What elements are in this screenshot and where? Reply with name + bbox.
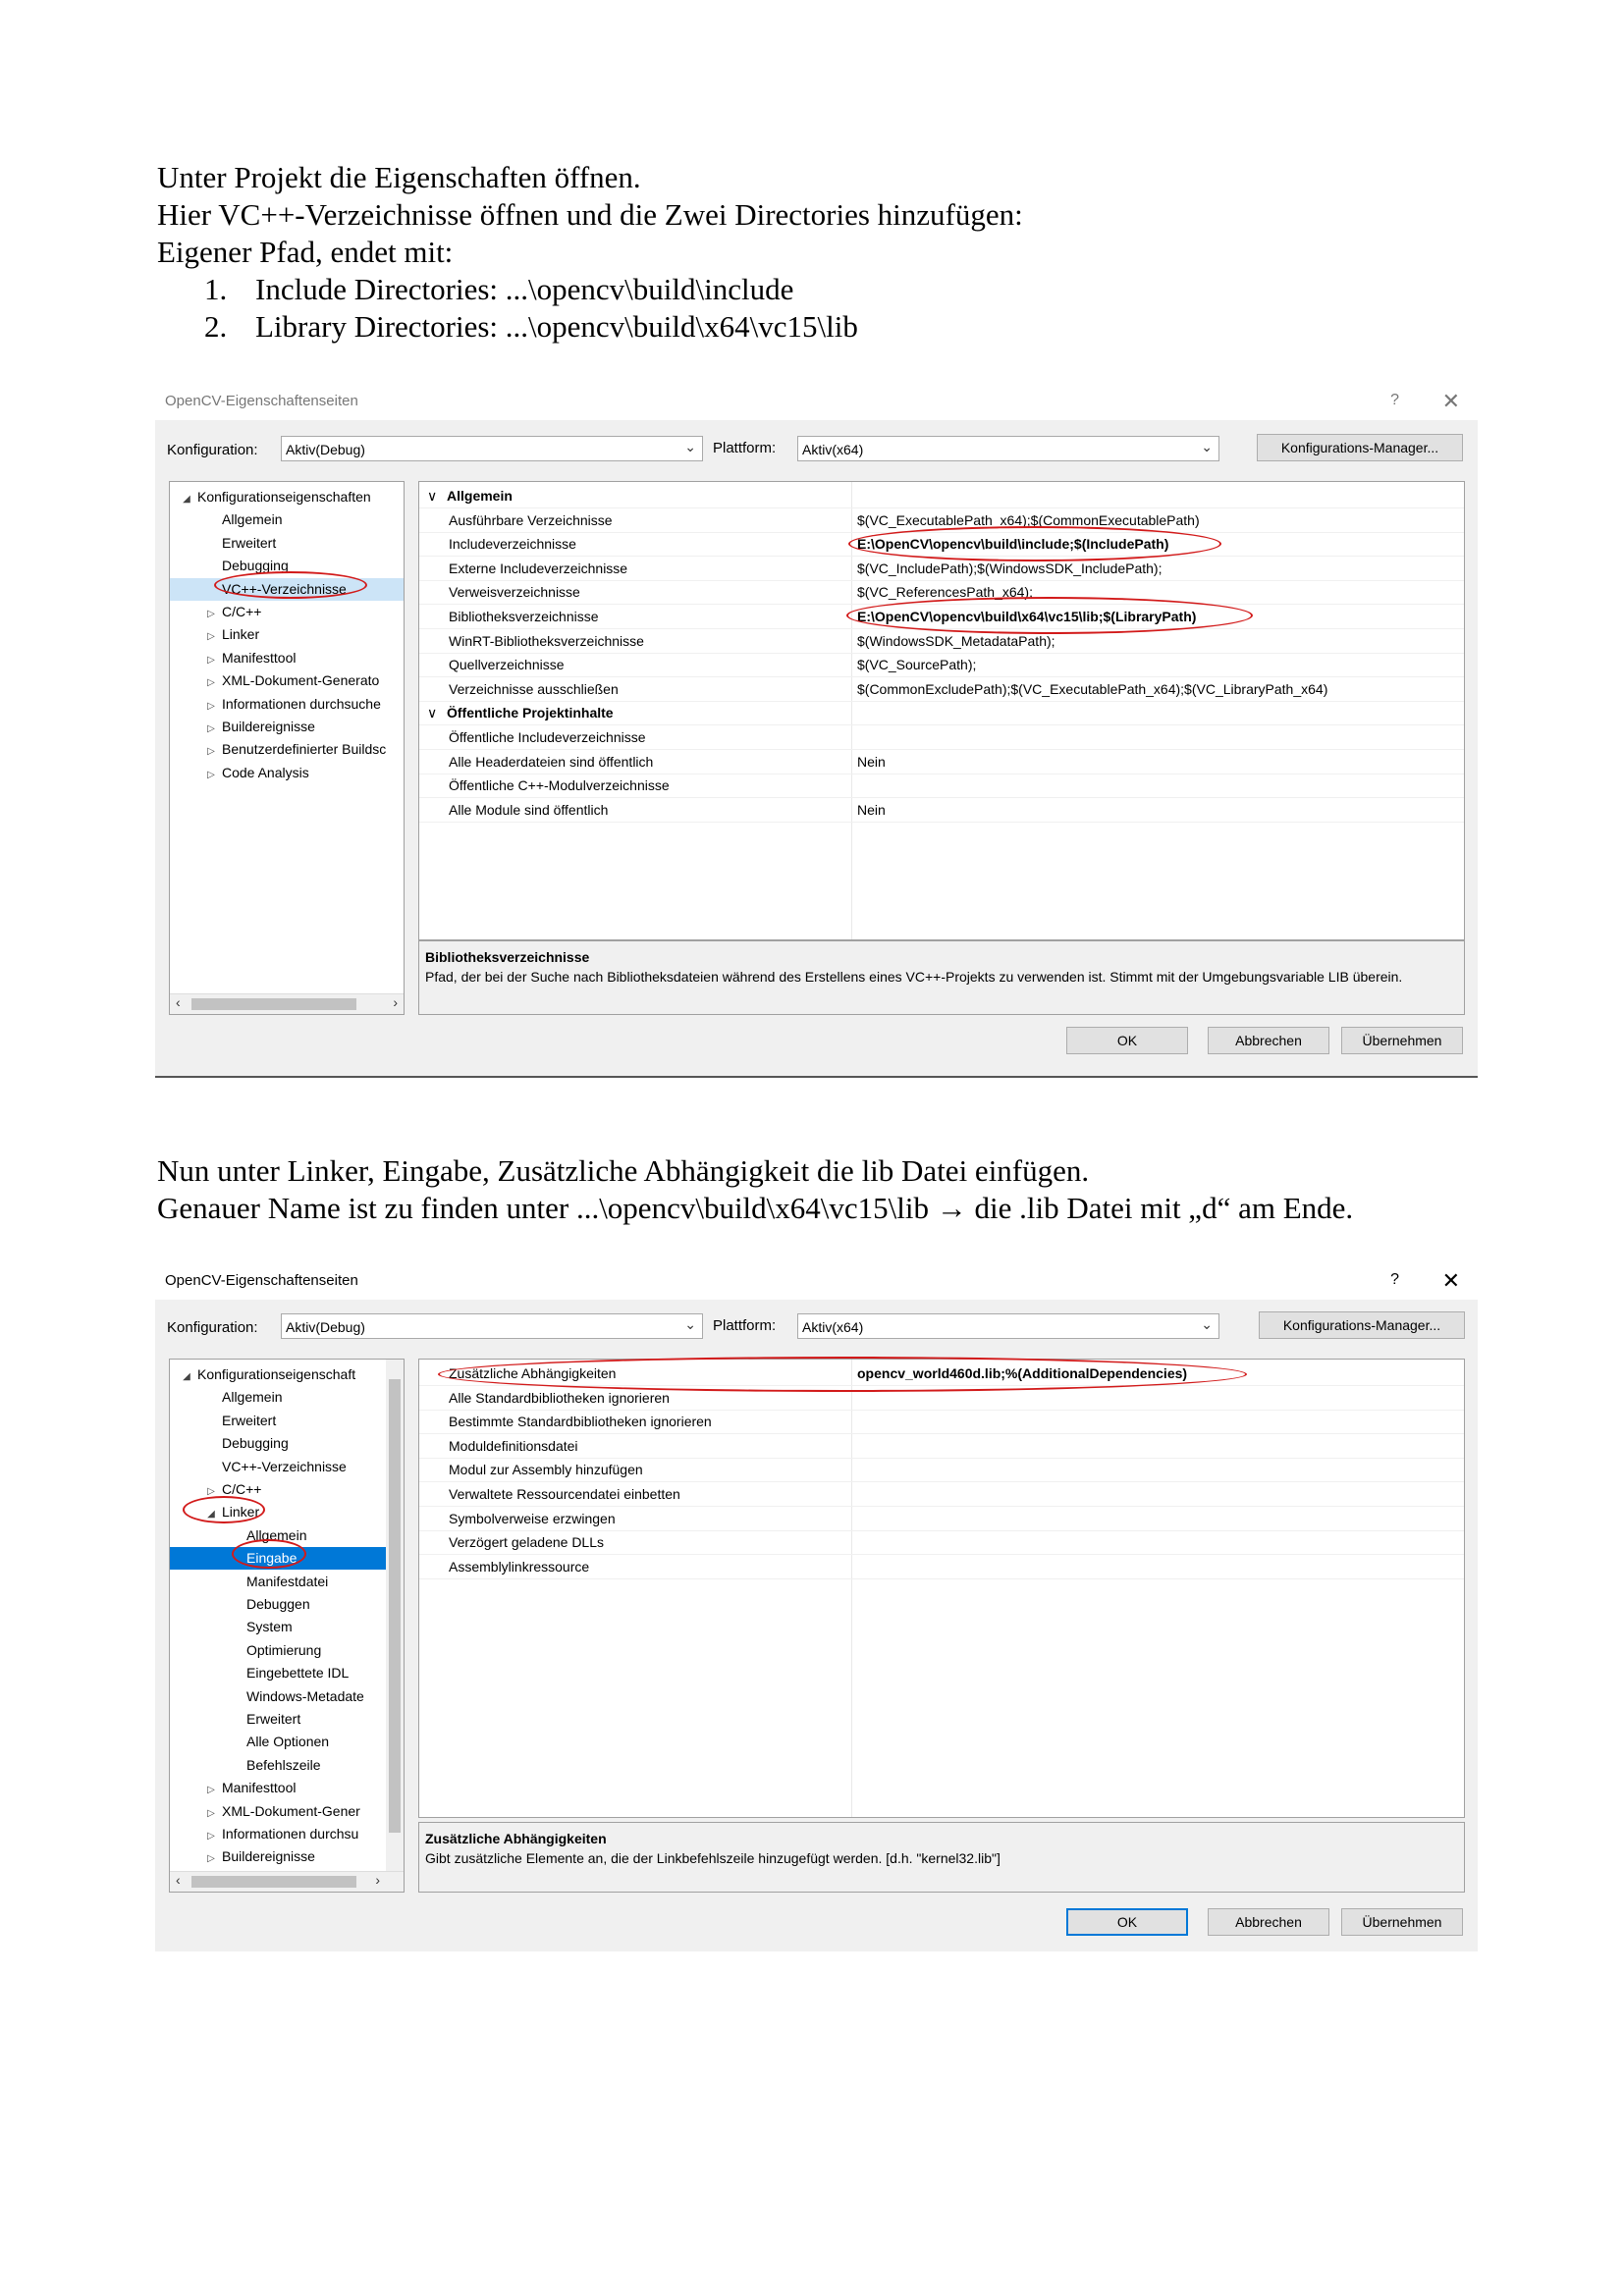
tree-item-c-c[interactable] [200, 601, 261, 623]
expand-icon[interactable]: ▷ [207, 1807, 215, 1819]
instruction-line: Genauer Name ist zu finden unter ...\opencv\build\x64\vc15\lib → die .lib Datei mit „d“ am Ende. [157, 1191, 1354, 1225]
highlight-mark [232, 1539, 306, 1569]
property-value[interactable]: $(CommonExcludePath);$(VC_ExecutablePath_x64);$(VC_LibraryPath_x64) [857, 680, 1328, 697]
property-pages-dialog-linker [155, 1262, 1478, 1951]
property-category[interactable] [419, 484, 1464, 508]
property-pages-dialog-vc-dirs [155, 383, 1478, 1076]
property-name: Öffentliche Includeverzeichnisse [449, 729, 646, 745]
category-label [427, 701, 614, 724]
tree-item-label: Allgemein [222, 1389, 283, 1406]
property-row[interactable] [419, 1482, 1464, 1507]
tree-item-label: Konfigurationseigenschaften [197, 489, 371, 505]
tree-item-vc-verzeichnisse[interactable] [200, 1456, 347, 1478]
property-row[interactable] [419, 1507, 1464, 1531]
category-tree[interactable] [169, 1359, 405, 1893]
config-label: Konfiguration: [167, 1319, 258, 1336]
tree-item-system[interactable] [225, 1616, 293, 1638]
platform-select[interactable]: Aktiv(x64) ⌄ [797, 436, 1219, 461]
chevron-down-icon: ⌄ [684, 439, 696, 454]
property-row[interactable] [419, 1555, 1464, 1579]
property-value[interactable]: E:\OpenCV\opencv\build\include;$(IncludePath) [857, 536, 1169, 553]
expand-icon[interactable]: ▷ [207, 746, 215, 758]
cancel-button[interactable]: Abbrechen [1208, 1027, 1329, 1054]
collapse-icon[interactable]: ◢ [183, 1371, 190, 1382]
help-icon[interactable]: ? [1390, 1271, 1399, 1288]
tree-item-label: Linker [222, 626, 260, 643]
highlight-mark [438, 1357, 1247, 1392]
chevron-down-icon[interactable]: ∨ [427, 705, 438, 721]
help-icon[interactable]: ? [1390, 392, 1399, 408]
horizontal-scrollbar[interactable] [170, 1871, 404, 1892]
property-name: Quellverzeichnisse [449, 657, 565, 673]
description-title: Zusätzliche Abhängigkeiten [425, 1831, 607, 1846]
chevron-down-icon: ⌄ [1201, 1316, 1213, 1332]
property-name: Zusätzliche Abhängigkeiten [449, 1365, 617, 1381]
tree-item-label: Debuggen [246, 1596, 310, 1612]
tree-item-label: Eingebettete IDL [246, 1665, 350, 1682]
platform-label: Plattform: [713, 440, 777, 456]
tree-item-manifesttool[interactable] [200, 647, 296, 669]
tree-item-label: Buildereignisse [222, 1848, 315, 1865]
tree-item-label: Erweitert [222, 1412, 277, 1428]
config-select[interactable]: Aktiv(Debug) ⌄ [281, 436, 703, 461]
tree-item-label: Manifesttool [222, 1780, 297, 1796]
tree-item-label: Erweitert [222, 534, 277, 551]
tree-item-label: Debugging [222, 1435, 289, 1452]
tree-item-label: Eingabe [246, 1550, 298, 1567]
dialog-title: OpenCV-Eigenschaftenseiten [165, 393, 358, 409]
tree-item-label: Befehlszeile [246, 1756, 321, 1773]
property-value[interactable]: $(VC_ExecutablePath_x64);$(CommonExecutablePath) [857, 511, 1200, 528]
property-name: Symbolverweise erzwingen [449, 1510, 616, 1526]
expand-icon[interactable]: ▷ [207, 1486, 215, 1497]
property-row[interactable] [419, 629, 1464, 654]
tree-item-label: Optimierung [246, 1641, 322, 1658]
tree-item-label: Alle Optionen [246, 1734, 330, 1750]
expand-icon[interactable]: ▷ [207, 631, 215, 643]
tree-item-erweitert[interactable] [200, 532, 276, 555]
tree-item-manifesttool[interactable] [200, 1777, 296, 1799]
description-panel [418, 940, 1465, 1015]
expand-icon[interactable]: ▷ [207, 700, 215, 712]
description-text: Pfad, der bei der Suche nach Bibliotheksdateien während des Erstellens eines VC++-Projekts zu verwenden ist. Stimmt mit der Umgebungsvariable LIB überein. [425, 969, 1403, 985]
property-name: Moduldefinitionsdatei [449, 1437, 578, 1454]
ok-button[interactable]: OK [1066, 1908, 1188, 1936]
instruction-line: Unter Projekt die Eigenschaften öffnen. [157, 160, 641, 194]
close-icon[interactable]: ✕ [1441, 1268, 1460, 1293]
tree-item-label: Windows-Metadate [246, 1687, 364, 1704]
category-tree[interactable] [169, 481, 405, 1015]
property-value[interactable]: $(WindowsSDK_MetadataPath); [857, 632, 1055, 649]
expand-icon[interactable]: ▷ [207, 1831, 215, 1842]
close-icon[interactable]: ✕ [1441, 389, 1460, 413]
directory-list [157, 271, 1023, 346]
apply-button[interactable]: Übernehmen [1341, 1908, 1463, 1936]
expand-icon[interactable]: ▷ [207, 723, 215, 734]
chevron-down-icon: ⌄ [1201, 439, 1213, 454]
cancel-button[interactable]: Abbrechen [1208, 1908, 1329, 1936]
ok-button[interactable]: OK [1066, 1027, 1188, 1054]
category-label [427, 484, 513, 507]
tree-item-debugging[interactable] [200, 1432, 289, 1455]
tree-item-label: Informationen durchsu [222, 1826, 359, 1842]
property-name: Bestimmte Standardbibliotheken ignorieren [449, 1414, 712, 1430]
tree-item-label: C/C++ [222, 604, 262, 619]
tree-item-label: Manifestdatei [246, 1573, 329, 1589]
tree-item-befehlszeile[interactable] [225, 1754, 321, 1777]
expand-icon[interactable]: ▷ [207, 677, 215, 689]
tree-item-informationen-durchsuche[interactable] [200, 693, 381, 716]
category-text: Öffentliche Projektinhalte [447, 705, 614, 721]
expand-icon[interactable]: ▷ [207, 1785, 215, 1796]
tree-item-buildereignisse[interactable] [200, 716, 315, 738]
tree-item-label: XML-Dokument-Generato [222, 672, 380, 689]
property-name: Öffentliche C++-Modulverzeichnisse [449, 777, 670, 794]
collapse-icon[interactable]: ◢ [207, 1509, 215, 1521]
tree-item-windows-metadate[interactable] [225, 1685, 364, 1708]
tree-item-label: Allgemein [246, 1526, 307, 1543]
config-select[interactable]: Aktiv(Debug) ⌄ [281, 1313, 703, 1339]
property-row[interactable] [419, 1410, 1464, 1434]
scroll-left-icon[interactable]: ‹ [176, 994, 181, 1010]
dialog-title: OpenCV-Eigenschaftenseiten [165, 1272, 358, 1289]
highlight-mark [848, 526, 1221, 561]
property-row[interactable] [419, 798, 1464, 823]
property-value[interactable]: opencv_world460d.lib;%(AdditionalDependencies) [857, 1365, 1188, 1381]
horizontal-scrollbar[interactable] [170, 993, 404, 1014]
chevron-down-icon: ⌄ [684, 1316, 696, 1332]
tree-item-buildereignisse[interactable] [200, 1845, 315, 1868]
property-name: Alle Standardbibliotheken ignorieren [449, 1389, 670, 1406]
tree-item-debuggen[interactable] [225, 1593, 310, 1616]
dialog-titlebar [155, 383, 1478, 420]
expand-icon[interactable]: ▷ [207, 769, 215, 780]
property-row[interactable] [419, 750, 1464, 774]
tree-item-linker[interactable] [200, 623, 259, 646]
property-name: Includeverzeichnisse [449, 536, 576, 553]
property-row[interactable] [419, 1530, 1464, 1555]
property-name: Verwaltete Ressourcendatei einbetten [449, 1486, 680, 1502]
tree-item-label: Allgemein [222, 511, 283, 528]
property-row[interactable] [419, 1434, 1464, 1459]
scroll-right-icon[interactable]: › [375, 1872, 380, 1888]
property-name: Bibliotheksverzeichnisse [449, 609, 599, 624]
property-name: Modul zur Assembly hinzufügen [449, 1462, 643, 1478]
tree-item-manifestdatei[interactable] [225, 1571, 328, 1593]
list-item: 2. Library Directories: ...\opencv\build\x64\vc15\lib [204, 309, 858, 344]
scroll-left-icon[interactable]: ‹ [176, 1872, 181, 1888]
tree-item-konfigurationseigenschaft[interactable] [176, 1363, 355, 1386]
tree-item-alle-optionen[interactable] [225, 1731, 329, 1753]
instructions-2 [157, 1152, 1353, 1227]
property-name: Alle Module sind öffentlich [449, 801, 609, 818]
property-grid[interactable] [418, 1359, 1465, 1818]
tree-item-label: VC++-Verzeichnisse [222, 580, 347, 597]
config-manager-button[interactable]: Konfigurations-Manager... [1259, 1311, 1465, 1339]
tree-item-label: Erweitert [246, 1711, 301, 1727]
property-row[interactable] [419, 677, 1464, 702]
category-text: Allgemein [447, 488, 513, 504]
highlight-mark [183, 1496, 265, 1523]
tree-item-konfigurationseigenschaften[interactable] [176, 486, 371, 508]
tree-item-label: Debugging [222, 558, 289, 574]
scroll-right-icon[interactable]: › [393, 994, 398, 1010]
tree-item-informationen-durchsu[interactable] [200, 1823, 358, 1845]
property-value[interactable]: Nein [857, 753, 886, 770]
tree-item-label: Konfigurationseigenschaft [197, 1366, 356, 1382]
property-name: Verzögert geladene DLLs [449, 1534, 604, 1551]
tree-item-label: Buildereignisse [222, 719, 315, 734]
tree-item-label: C/C++ [222, 1481, 262, 1497]
tree-item-code-analysis[interactable] [200, 762, 309, 784]
instruction-line: Eigener Pfad, endet mit: [157, 235, 454, 269]
tree-item-xml-dokument-generato[interactable] [200, 669, 379, 692]
highlight-mark [214, 571, 367, 599]
instruction-line: Hier VC++-Verzeichnisse öffnen und die Zwei Directories hinzufügen: [157, 197, 1023, 232]
collapse-icon[interactable]: ◢ [183, 494, 190, 505]
list-item: 1. Include Directories: ...\opencv\build\include [204, 272, 794, 306]
bottom-divider [155, 1076, 1478, 1078]
tree-item-label: Manifesttool [222, 649, 297, 666]
expand-icon[interactable]: ▷ [207, 654, 215, 666]
description-text: Gibt zusätzliche Elemente an, die der Linkbefehlszeile hinzugefügt werden. [d.h. "kernel32.lib"] [425, 1850, 1001, 1866]
tree-item-erweitert[interactable] [225, 1708, 300, 1731]
description-panel [418, 1822, 1465, 1893]
property-name: Verzeichnisse ausschließen [449, 680, 619, 697]
highlight-mark [846, 597, 1253, 634]
property-name: Alle Headerdateien sind öffentlich [449, 753, 654, 770]
tree-item-label: Benutzerdefinierter Buildsc [222, 741, 387, 758]
property-value[interactable]: $(VC_IncludePath);$(WindowsSDK_IncludePath); [857, 560, 1163, 576]
apply-button[interactable]: Übernehmen [1341, 1027, 1463, 1054]
instruction-line: Nun unter Linker, Eingabe, Zusätzliche Abhängigkeit die lib Datei einfügen. [157, 1153, 1090, 1188]
property-value[interactable]: $(VC_SourcePath); [857, 657, 977, 673]
tree-item-eingebettete-idl[interactable] [225, 1662, 349, 1684]
vertical-scrollbar[interactable] [386, 1360, 404, 1872]
config-manager-button[interactable]: Konfigurations-Manager... [1257, 434, 1463, 461]
chevron-down-icon[interactable]: ∨ [427, 488, 438, 504]
dialog-titlebar [155, 1262, 1478, 1300]
property-row[interactable] [419, 557, 1464, 581]
tree-item-benutzerdefinierter-buildsc[interactable] [200, 738, 386, 761]
property-category[interactable] [419, 701, 1464, 725]
tree-item-xml-dokument-gener[interactable] [200, 1800, 360, 1823]
property-row[interactable] [419, 725, 1464, 750]
tree-item-label: Informationen durchsuche [222, 695, 381, 712]
property-row[interactable] [419, 774, 1464, 798]
tree-item-label: Linker [222, 1504, 260, 1521]
tree-item-label: System [246, 1619, 293, 1635]
property-name: Ausführbare Verzeichnisse [449, 511, 613, 528]
tree-item-allgemein[interactable] [200, 1386, 282, 1409]
property-row[interactable] [419, 653, 1464, 677]
scroll-thumb[interactable] [389, 1379, 401, 1833]
property-name: Externe Includeverzeichnisse [449, 560, 628, 576]
instructions-1 [157, 159, 1023, 346]
tree-item-erweitert[interactable] [200, 1410, 276, 1432]
scroll-thumb[interactable] [191, 1876, 356, 1888]
platform-label: Plattform: [713, 1317, 777, 1334]
property-name: Verweisverzeichnisse [449, 584, 580, 601]
property-value[interactable]: $(VC_ReferencesPath_x64); [857, 584, 1033, 601]
expand-icon[interactable]: ▷ [207, 1853, 215, 1865]
property-row[interactable] [419, 1458, 1464, 1482]
expand-icon[interactable]: ▷ [207, 609, 215, 619]
tree-item-label: XML-Dokument-Gener [222, 1802, 360, 1819]
tree-item-label: VC++-Verzeichnisse [222, 1458, 347, 1474]
property-name: Assemblylinkressource [449, 1558, 590, 1575]
tree-item-allgemein[interactable] [200, 508, 282, 531]
property-value[interactable]: E:\OpenCV\opencv\build\x64\vc15\lib;$(LibraryPath) [857, 609, 1197, 624]
scroll-thumb[interactable] [191, 998, 356, 1010]
tree-item-label: Code Analysis [222, 764, 309, 780]
tree-item-optimierung[interactable] [225, 1639, 321, 1662]
platform-select[interactable]: Aktiv(x64) ⌄ [797, 1313, 1219, 1339]
property-name: WinRT-Bibliotheksverzeichnisse [449, 632, 644, 649]
description-title: Bibliotheksverzeichnisse [425, 949, 590, 965]
property-value[interactable]: Nein [857, 801, 886, 818]
config-label: Konfiguration: [167, 442, 258, 458]
